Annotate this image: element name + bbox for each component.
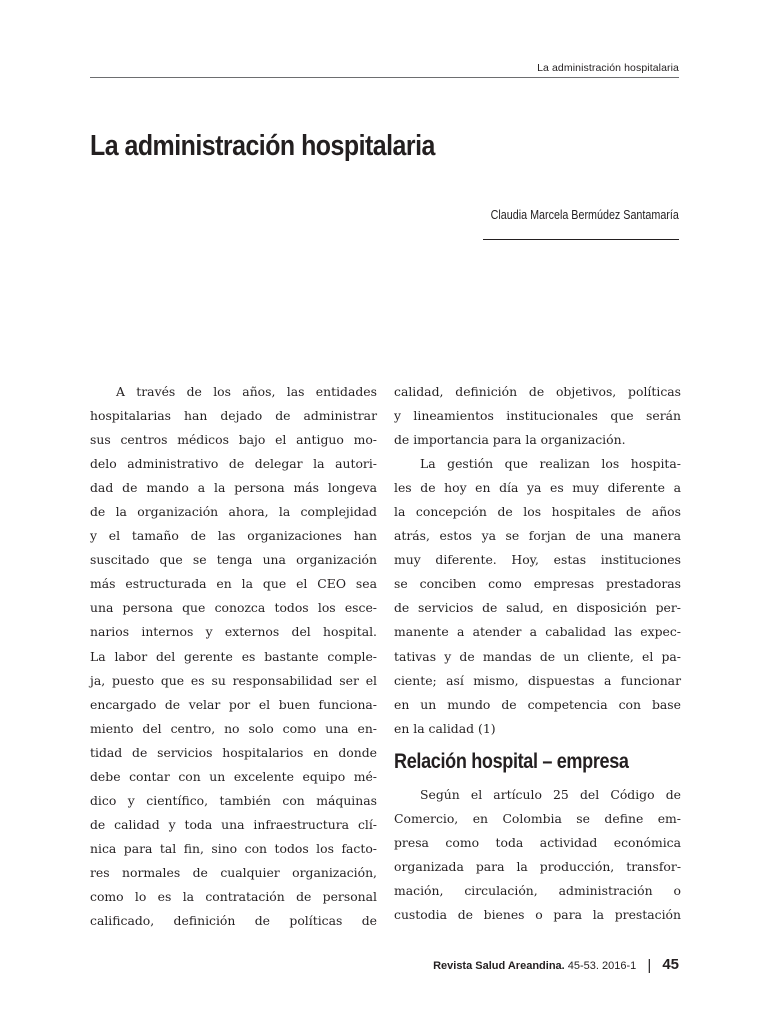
text-line: La labor del gerente es bastante comple- xyxy=(90,648,377,664)
author-name: Claudia Marcela Bermúdez Santamaría xyxy=(490,208,679,222)
text-line: como lo es la contratación de personal xyxy=(90,888,377,904)
text-line: de servicios de salud, en disposición per- xyxy=(394,600,681,616)
text-line: suscitado que se tenga una organización xyxy=(90,552,377,568)
right-column xyxy=(394,380,681,927)
text-line: presa como toda actividad económica xyxy=(394,834,681,850)
text-line: de la organización ahora, la complejidad xyxy=(90,504,377,520)
article-title: La administración hospitalaria xyxy=(90,130,435,162)
page-footer xyxy=(433,956,679,974)
section-heading: Relación hospital – empresa xyxy=(394,749,629,773)
text-line: res normales de cualquier organización, xyxy=(90,864,377,880)
text-line: A través de los años, las entidades xyxy=(116,384,377,399)
text-line: en la calidad (1) xyxy=(394,720,496,736)
running-head: La administración hospitalaria xyxy=(90,62,679,78)
text-line: una persona que conozca todos los esce- xyxy=(90,600,377,616)
author-divider xyxy=(483,239,679,240)
text-line: sus centros médicos bajo el antiguo mo- xyxy=(90,432,377,448)
text-line: en un mundo de competencia con base xyxy=(394,696,681,712)
text-line: hospitalarias han dejado de administrar xyxy=(90,408,377,424)
text-line: miento del centro, no solo como una en- xyxy=(90,720,377,736)
text-line: dico y científico, también con máquinas xyxy=(90,792,377,808)
text-line: ja, puesto que es su responsabilidad ser el xyxy=(90,672,377,688)
text-line: tidad de servicios hospitalarios en donde xyxy=(90,744,377,760)
text-line: dad de mando a la persona más longeva xyxy=(90,480,377,496)
text-line: calificado, definición de políticas de xyxy=(90,913,377,929)
text-line: ciente; así mismo, dispuestas a funcionar xyxy=(394,672,681,688)
text-line: manente a atender a cabalidad las expec- xyxy=(394,624,681,640)
page-range: 45-53. 2016-1 xyxy=(567,960,637,972)
text-line: tativas y de mandas de un cliente, el pa- xyxy=(394,648,681,664)
left-column xyxy=(90,380,377,933)
text-line: muy diferente. Hoy, estas instituciones xyxy=(394,552,681,568)
text-line: organizada para la producción, transfor- xyxy=(394,858,681,874)
text-line: atrás, estos ya se forjan de una manera xyxy=(394,528,681,544)
text-line: narios internos y externos del hospital. xyxy=(90,624,377,640)
text-line: y el tamaño de las organizaciones han xyxy=(90,528,377,544)
text-line: les de hoy en día ya es muy diferente a xyxy=(394,480,681,496)
text-line: encargado de velar por el buen funciona- xyxy=(90,696,377,712)
text-line: calidad, definición de objetivos, políticas xyxy=(394,384,681,399)
text-line: mación, circulación, administración o xyxy=(394,882,681,898)
text-line: de calidad y toda una infraestructura clí- xyxy=(90,816,377,832)
text-line: delo administrativo de delegar la autori- xyxy=(90,456,377,472)
text-line: La gestión que realizan los hospita- xyxy=(420,456,681,472)
journal-name: Revista Salud Areandina. xyxy=(433,960,565,972)
text-line: custodia de bienes o para la prestación xyxy=(394,906,681,922)
text-line: y lineamientos institucionales que serán xyxy=(394,408,681,424)
text-line: de importancia para la organización. xyxy=(394,432,626,448)
text-line: más estructurada en la que el CEO sea xyxy=(90,576,377,592)
text-line: se conciben como empresas prestadoras xyxy=(394,576,681,592)
text-line: nica para tal fin, sino con todos los facto- xyxy=(90,840,377,856)
text-line: Comercio, en Colombia se define em- xyxy=(394,810,681,826)
page-number: 45 xyxy=(662,956,679,973)
text-line: la concepción de los hospitales de años xyxy=(394,504,681,520)
footer-separator: | xyxy=(647,957,652,974)
text-line: debe contar con un excelente equipo mé- xyxy=(90,768,377,784)
text-line: Según el artículo 25 del Código de xyxy=(420,786,681,802)
